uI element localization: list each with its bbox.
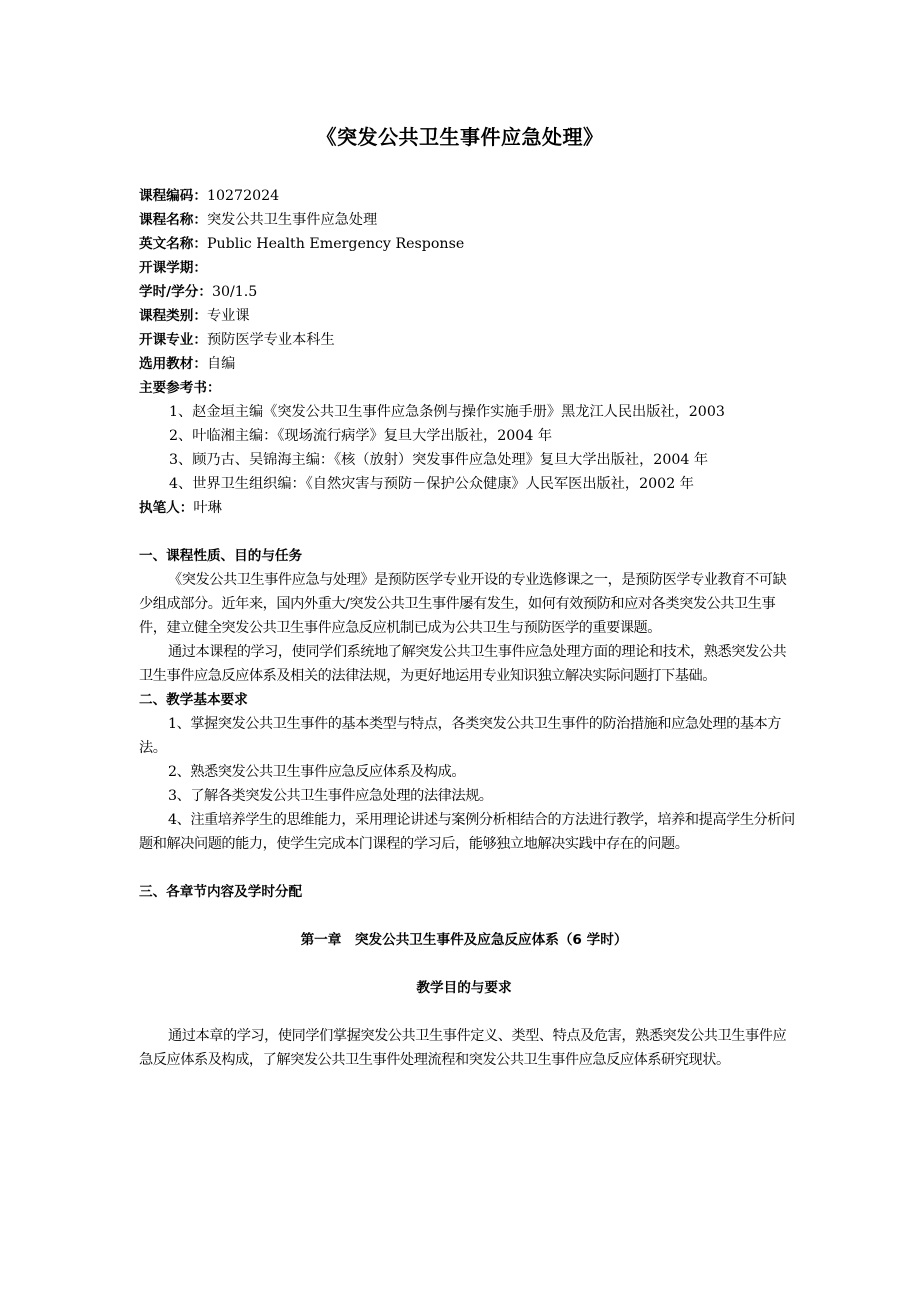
requirement-item: 4、注重培养学生的思维能力，采用理论讲述与案例分析相结合的方法进行教学，培养和提高学生分析问题和解决问题的能力，使学生完成本门课程的学习后，能够独立地解决实践中存在的问题。: [139, 812, 795, 852]
reference-item: 3、顾乃古、吴锦海主编：《核（放射）突发事件应急处理》复旦大学出版社，2004 年: [169, 452, 709, 468]
document-title: 《突发公共卫生事件应急处理》: [316, 125, 604, 149]
major-value: 预防医学专业本科生: [206, 332, 335, 348]
major-label: 开课专业：: [139, 332, 207, 348]
requirement-item: 1、掌握突发公共卫生事件的基本类型与特点，各类突发公共卫生事件的防治措施和应急处理的基本方法。: [139, 716, 782, 756]
references-label: 主要参考书：: [139, 380, 221, 396]
hours-value: 30/1.5: [211, 284, 258, 300]
section-heading: 三、各章节内容及学时分配: [139, 884, 303, 900]
author-value: 叶琳: [193, 500, 222, 516]
course-code-row: [139, 184, 799, 208]
references-row: [139, 376, 799, 400]
course-name-label: 课程名称：: [139, 212, 207, 228]
english-name-label: 英文名称：: [139, 236, 207, 252]
course-type-value: 专业课: [206, 308, 250, 324]
hours-row: [139, 280, 799, 304]
paragraph: 通过本章的学习，使同学们掌握突发公共卫生事件定义、类型、特点及危害，熟悉突发公共卫生事件应急反应体系及构成，了解突发公共卫生事件处理流程和突发公共卫生事件应急反应体系研究现状。: [139, 1028, 787, 1068]
course-code-value: 10272024: [206, 188, 280, 204]
document-body: [139, 184, 799, 1072]
english-name-value: Public Health Emergency Response: [206, 236, 465, 252]
requirement-item: 2、熟悉突发公共卫生事件应急反应体系及构成。: [168, 764, 466, 780]
paragraph: 通过本课程的学习，使同学们系统地了解突发公共卫生事件应急处理方面的理论和技术，熟悉突发公共卫生事件应急反应体系及相关的法律法规，为更好地运用专业知识独立解决实际问题打下基础。: [139, 644, 787, 684]
course-type-label: 课程类别：: [139, 308, 207, 324]
objectives-heading: 教学目的与要求: [416, 980, 512, 996]
reference-item: 2、叶临湘主编：《现场流行病学》复旦大学出版社，2004 年: [169, 428, 553, 444]
term-row: [139, 256, 799, 280]
section-heading: 二、教学基本要求: [139, 692, 248, 708]
chapter-title: 第一章 突发公共卫生事件及应急反应体系（6 学时）: [300, 932, 628, 948]
textbook-label: 选用教材：: [139, 356, 207, 372]
section-heading: 一、课程性质、目的与任务: [139, 548, 303, 564]
textbook-row: [139, 352, 799, 376]
course-name-row: [139, 208, 799, 232]
paragraph: 《突发公共卫生事件应急与处理》是预防医学专业开设的专业选修课之一，是预防医学专业教育不可缺少组成部分。近年来，国内外重大/突发公共卫生事件屡有发生，如何有效预防和应对各类突发公共卫生事件，建立健全突发公共卫生事件应急反应机制已成为公共卫生与预防医学的重要课题。: [139, 572, 787, 636]
hours-label: 学时/学分：: [139, 284, 212, 300]
requirement-item: 3、了解各类突发公共卫生事件应急处理的法律法规。: [168, 788, 493, 804]
course-name-value: 突发公共卫生事件应急处理: [206, 212, 378, 228]
major-row: [139, 328, 799, 352]
course-type-row: [139, 304, 799, 328]
author-label: 执笔人：: [139, 500, 194, 516]
reference-item: 1、赵金垣主编《突发公共卫生事件应急条例与操作实施手册》黑龙江人民出版社，2003: [169, 404, 725, 420]
course-code-label: 课程编码：: [139, 188, 207, 204]
english-name-row: [139, 232, 799, 256]
author-row: [139, 496, 799, 520]
term-label: 开课学期：: [139, 260, 207, 276]
reference-item: 4、世界卫生组织编：《自然灾害与预防－保护公众健康》人民军医出版社，2002 年: [169, 476, 694, 492]
textbook-value: 自编: [206, 356, 236, 372]
